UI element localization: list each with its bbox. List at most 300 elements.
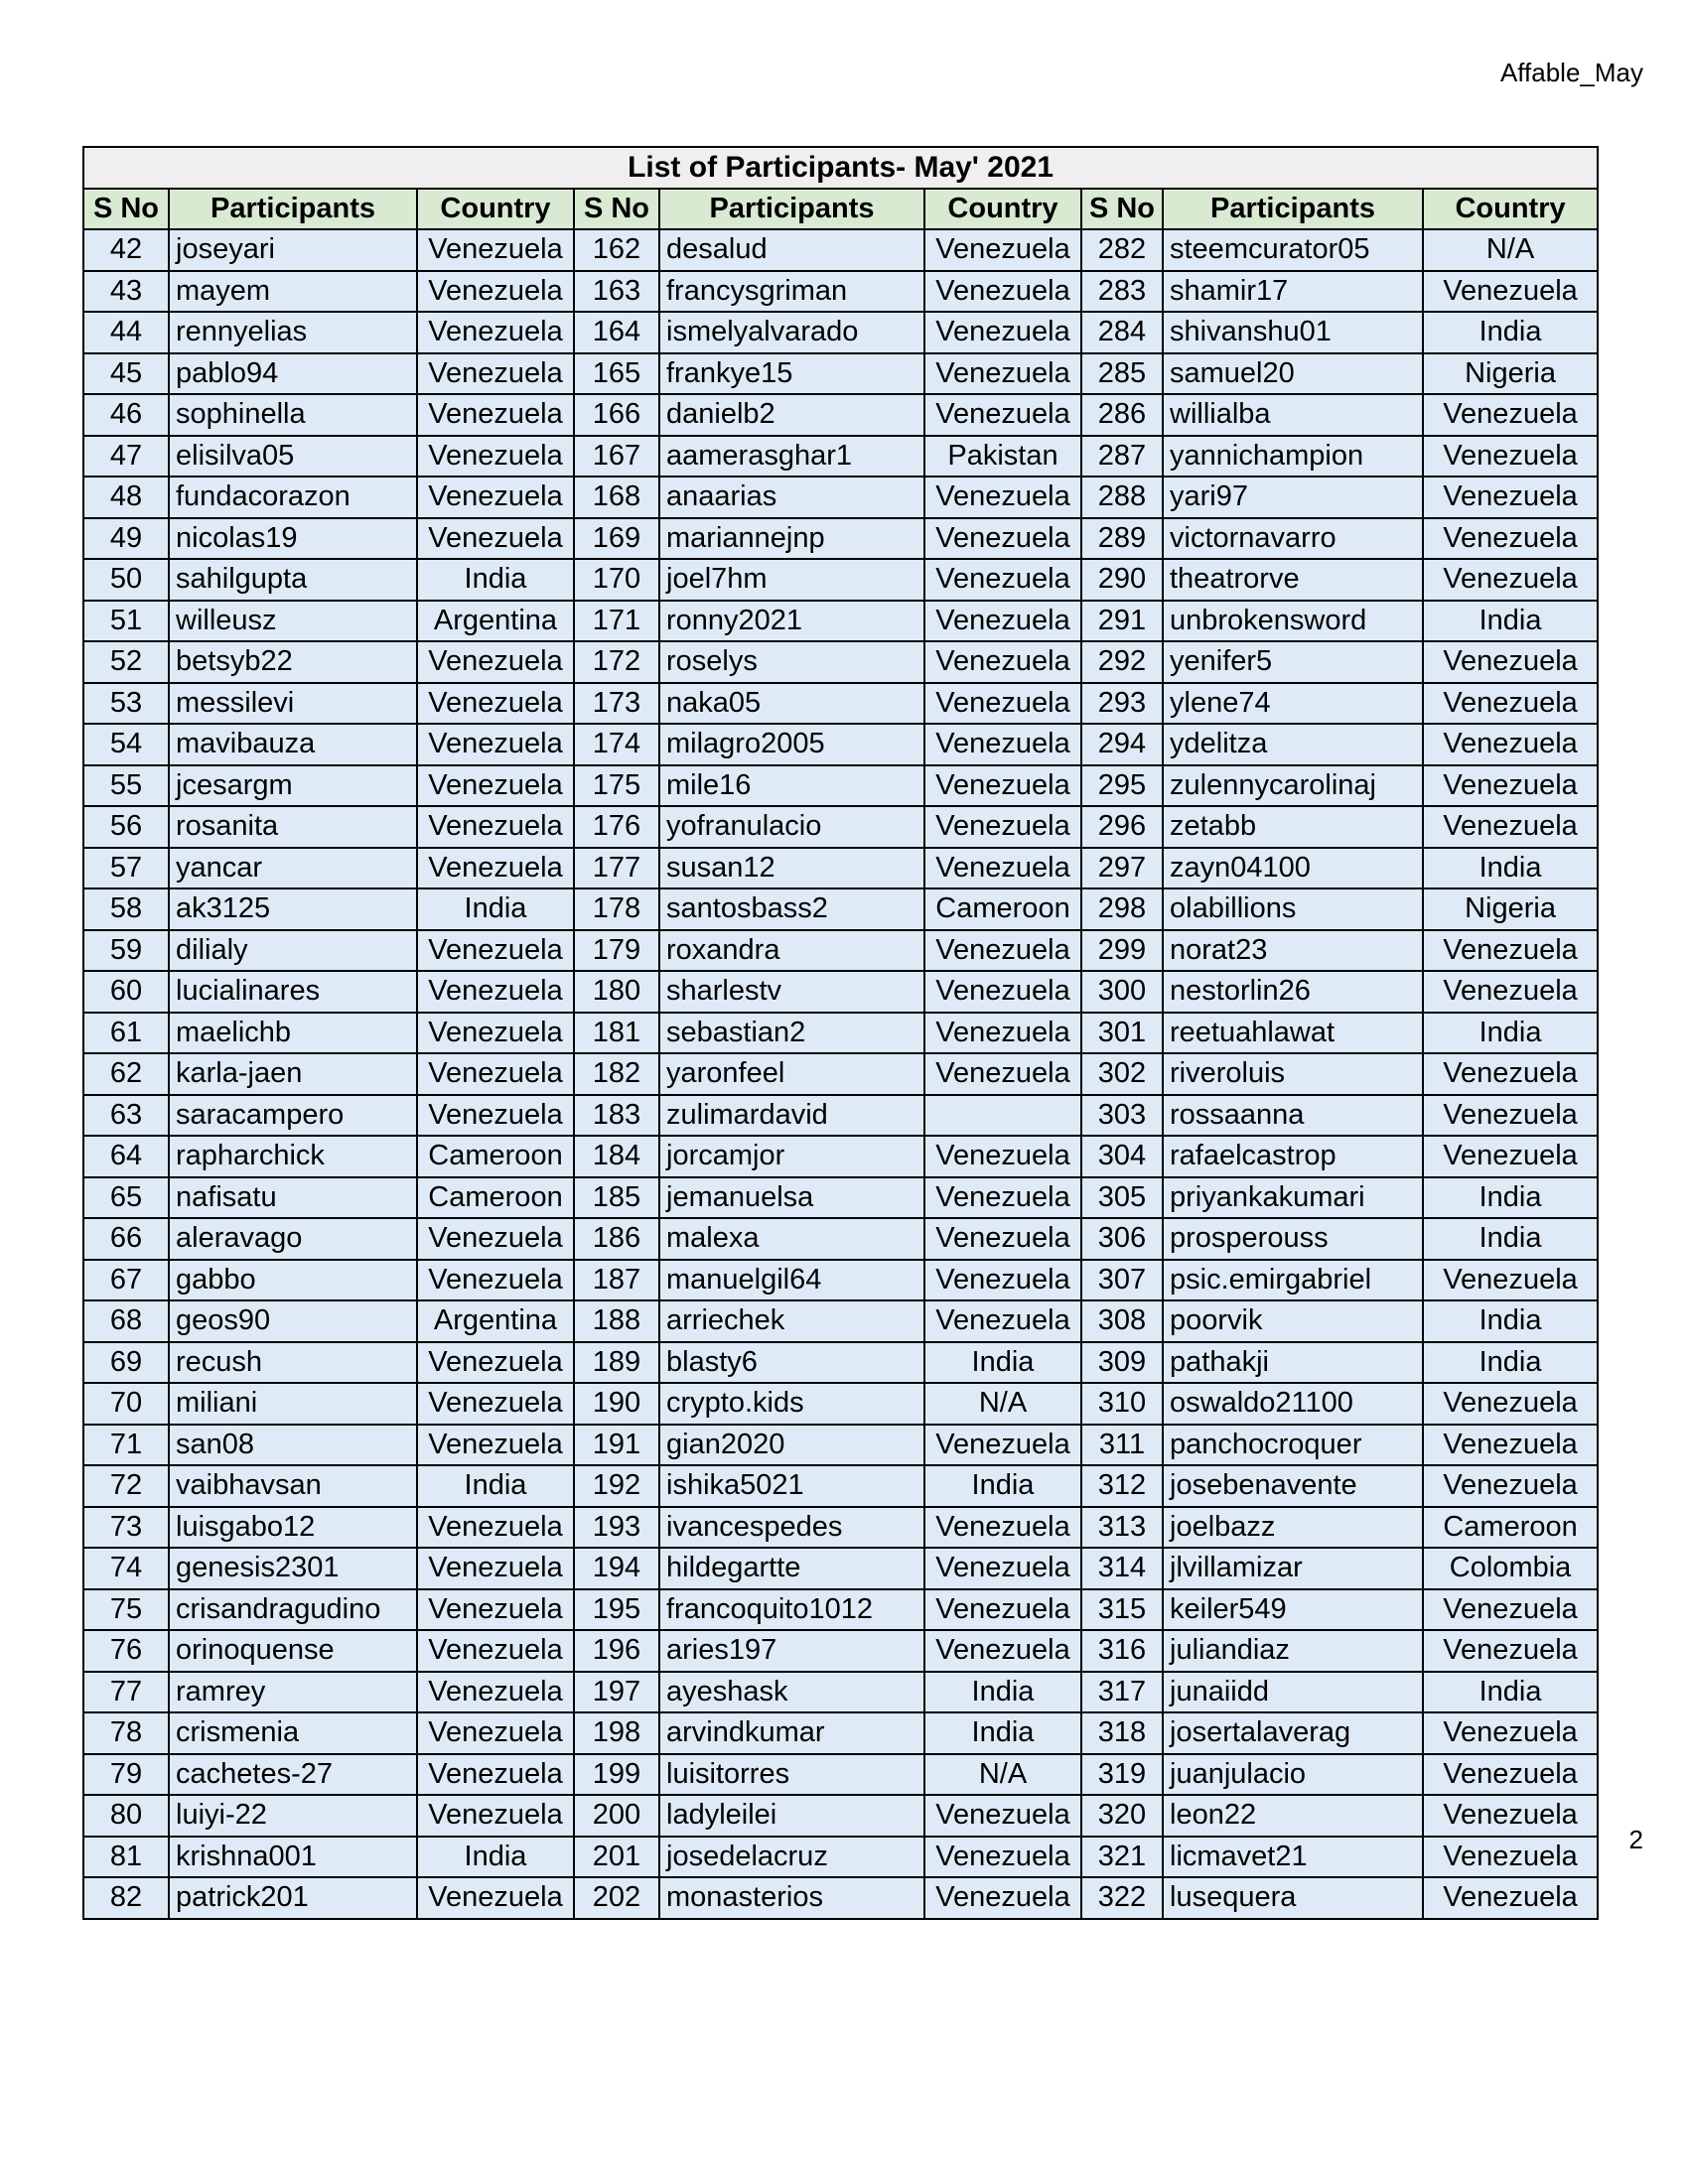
country-cell: Venezuela — [924, 1425, 1081, 1466]
participant-name-cell: san08 — [169, 1425, 417, 1466]
serial-number-cell: 65 — [83, 1177, 169, 1219]
country-cell: Venezuela — [417, 1507, 574, 1549]
country-cell: India — [1423, 1013, 1598, 1054]
participant-name-cell: yari97 — [1163, 477, 1423, 518]
table-row — [83, 1136, 1598, 1177]
header-row — [83, 189, 1598, 230]
country-cell: Venezuela — [924, 848, 1081, 889]
serial-number-cell: 52 — [83, 641, 169, 683]
participant-name-cell: josebenavente — [1163, 1465, 1423, 1507]
country-cell: Venezuela — [924, 724, 1081, 765]
participant-name-cell: jemanuelsa — [659, 1177, 924, 1219]
country-cell: Venezuela — [417, 806, 574, 848]
serial-number-cell: 172 — [574, 641, 659, 683]
serial-number-cell: 313 — [1081, 1507, 1163, 1549]
serial-number-cell: 63 — [83, 1095, 169, 1137]
table-row — [83, 353, 1598, 395]
serial-number-cell: 192 — [574, 1465, 659, 1507]
country-cell: India — [1423, 312, 1598, 353]
table-row — [83, 683, 1598, 725]
serial-number-cell: 285 — [1081, 353, 1163, 395]
serial-number-cell: 187 — [574, 1260, 659, 1301]
participant-name-cell: reetuahlawat — [1163, 1013, 1423, 1054]
serial-number-cell: 72 — [83, 1465, 169, 1507]
table-row — [83, 271, 1598, 313]
country-cell: Venezuela — [417, 1218, 574, 1260]
table-row — [83, 765, 1598, 807]
serial-number-cell: 168 — [574, 477, 659, 518]
participant-name-cell: orinoquense — [169, 1630, 417, 1672]
serial-number-cell: 64 — [83, 1136, 169, 1177]
country-cell: N/A — [924, 1383, 1081, 1425]
country-cell: Venezuela — [417, 477, 574, 518]
participant-name-cell: unbrokensword — [1163, 601, 1423, 642]
country-cell: Nigeria — [1423, 353, 1598, 395]
participant-name-cell: ylene74 — [1163, 683, 1423, 725]
country-cell: Venezuela — [924, 601, 1081, 642]
participant-name-cell: gabbo — [169, 1260, 417, 1301]
country-cell: Venezuela — [417, 1548, 574, 1589]
country-cell: Venezuela — [924, 683, 1081, 725]
serial-number-cell: 45 — [83, 353, 169, 395]
table-row — [83, 229, 1598, 271]
participant-name-cell: aleravago — [169, 1218, 417, 1260]
participant-name-cell: mariannejnp — [659, 518, 924, 560]
serial-number-cell: 312 — [1081, 1465, 1163, 1507]
country-cell: Venezuela — [924, 1630, 1081, 1672]
serial-number-cell: 47 — [83, 436, 169, 478]
serial-number-cell: 55 — [83, 765, 169, 807]
country-cell: Venezuela — [417, 1383, 574, 1425]
participant-name-cell: sebastian2 — [659, 1013, 924, 1054]
country-cell: Venezuela — [1423, 765, 1598, 807]
country-cell: Venezuela — [924, 1877, 1081, 1919]
serial-number-cell: 199 — [574, 1754, 659, 1796]
participant-name-cell: aamerasghar1 — [659, 436, 924, 478]
serial-number-cell: 170 — [574, 559, 659, 601]
participant-name-cell: ramrey — [169, 1672, 417, 1713]
table-row — [83, 1795, 1598, 1837]
serial-number-cell: 167 — [574, 436, 659, 478]
country-cell: Venezuela — [924, 1837, 1081, 1878]
participant-name-cell: arriechek — [659, 1300, 924, 1342]
country-cell: Venezuela — [417, 1672, 574, 1713]
table-row — [83, 971, 1598, 1013]
serial-number-cell: 304 — [1081, 1136, 1163, 1177]
country-cell: Venezuela — [417, 765, 574, 807]
participant-name-cell: oswaldo21100 — [1163, 1383, 1423, 1425]
serial-number-cell: 42 — [83, 229, 169, 271]
table-row — [83, 848, 1598, 889]
participant-name-cell: zayn04100 — [1163, 848, 1423, 889]
serial-number-cell: 178 — [574, 888, 659, 930]
country-cell: Cameroon — [1423, 1507, 1598, 1549]
country-cell: Venezuela — [417, 229, 574, 271]
serial-number-cell: 293 — [1081, 683, 1163, 725]
table-row — [83, 1383, 1598, 1425]
country-cell: Venezuela — [924, 229, 1081, 271]
serial-number-cell: 298 — [1081, 888, 1163, 930]
serial-number-cell: 315 — [1081, 1589, 1163, 1631]
serial-number-cell: 57 — [83, 848, 169, 889]
country-cell: Venezuela — [1423, 806, 1598, 848]
participant-name-cell: joseyari — [169, 229, 417, 271]
serial-number-cell: 318 — [1081, 1712, 1163, 1754]
participant-name-cell: ronny2021 — [659, 601, 924, 642]
country-cell: Venezuela — [417, 971, 574, 1013]
column-header-sno: S No — [574, 189, 659, 230]
country-cell: India — [1423, 1342, 1598, 1384]
serial-number-cell: 190 — [574, 1383, 659, 1425]
serial-number-cell: 311 — [1081, 1425, 1163, 1466]
table-row — [83, 930, 1598, 972]
country-cell: Venezuela — [1423, 1837, 1598, 1878]
country-cell: Venezuela — [924, 641, 1081, 683]
serial-number-cell: 197 — [574, 1672, 659, 1713]
participant-name-cell: rossaanna — [1163, 1095, 1423, 1137]
country-cell: Venezuela — [1423, 1260, 1598, 1301]
table-row — [83, 641, 1598, 683]
country-cell: Pakistan — [924, 436, 1081, 478]
participant-name-cell: messilevi — [169, 683, 417, 725]
participant-name-cell: santosbass2 — [659, 888, 924, 930]
serial-number-cell: 193 — [574, 1507, 659, 1549]
serial-number-cell: 173 — [574, 683, 659, 725]
table-row — [83, 1630, 1598, 1672]
table-row — [83, 1260, 1598, 1301]
serial-number-cell: 70 — [83, 1383, 169, 1425]
participant-name-cell: rapharchick — [169, 1136, 417, 1177]
serial-number-cell: 169 — [574, 518, 659, 560]
serial-number-cell: 162 — [574, 229, 659, 271]
participant-name-cell: roxandra — [659, 930, 924, 972]
participant-name-cell: zetabb — [1163, 806, 1423, 848]
country-cell: Venezuela — [417, 1342, 574, 1384]
country-cell: Venezuela — [924, 1136, 1081, 1177]
column-header-country: Country — [1423, 189, 1598, 230]
serial-number-cell: 202 — [574, 1877, 659, 1919]
participant-name-cell: roselys — [659, 641, 924, 683]
serial-number-cell: 175 — [574, 765, 659, 807]
country-cell: Venezuela — [417, 436, 574, 478]
country-cell: Venezuela — [417, 1877, 574, 1919]
participant-name-cell: joelbazz — [1163, 1507, 1423, 1549]
column-header-sno: S No — [83, 189, 169, 230]
table-row — [83, 1053, 1598, 1095]
country-cell: Venezuela — [924, 930, 1081, 972]
participant-name-cell: danielb2 — [659, 394, 924, 436]
participant-name-cell: ayeshask — [659, 1672, 924, 1713]
participant-name-cell: manuelgil64 — [659, 1260, 924, 1301]
country-cell: Venezuela — [417, 1589, 574, 1631]
serial-number-cell: 294 — [1081, 724, 1163, 765]
participant-name-cell: luisitorres — [659, 1754, 924, 1796]
serial-number-cell: 310 — [1081, 1383, 1163, 1425]
country-cell: India — [1423, 848, 1598, 889]
table-row — [83, 1465, 1598, 1507]
country-cell: India — [417, 1837, 574, 1878]
serial-number-cell: 44 — [83, 312, 169, 353]
participant-name-cell: ak3125 — [169, 888, 417, 930]
participant-name-cell: anaarias — [659, 477, 924, 518]
participant-name-cell: frankye15 — [659, 353, 924, 395]
participant-name-cell: karla-jaen — [169, 1053, 417, 1095]
country-cell: Venezuela — [1423, 930, 1598, 972]
table-row — [83, 806, 1598, 848]
serial-number-cell: 182 — [574, 1053, 659, 1095]
participant-name-cell: patrick201 — [169, 1877, 417, 1919]
participant-name-cell: shamir17 — [1163, 271, 1423, 313]
participant-name-cell: victornavarro — [1163, 518, 1423, 560]
country-cell: Venezuela — [1423, 641, 1598, 683]
serial-number-cell: 165 — [574, 353, 659, 395]
participant-name-cell: juliandiaz — [1163, 1630, 1423, 1672]
serial-number-cell: 53 — [83, 683, 169, 725]
participant-name-cell: rafaelcastrop — [1163, 1136, 1423, 1177]
country-cell: Venezuela — [924, 477, 1081, 518]
participant-name-cell: poorvik — [1163, 1300, 1423, 1342]
participant-name-cell: ladyleilei — [659, 1795, 924, 1837]
serial-number-cell: 67 — [83, 1260, 169, 1301]
participant-name-cell: zulennycarolinaj — [1163, 765, 1423, 807]
country-cell: Venezuela — [417, 683, 574, 725]
serial-number-cell: 81 — [83, 1837, 169, 1878]
table-row — [83, 394, 1598, 436]
country-cell: Venezuela — [1423, 1425, 1598, 1466]
country-cell: Venezuela — [417, 312, 574, 353]
participant-name-cell: mavibauza — [169, 724, 417, 765]
participant-name-cell: jcesargm — [169, 765, 417, 807]
participant-name-cell: rennyelias — [169, 312, 417, 353]
participant-name-cell: saracampero — [169, 1095, 417, 1137]
country-cell: India — [1423, 601, 1598, 642]
participant-name-cell: francysgriman — [659, 271, 924, 313]
country-cell: Venezuela — [417, 1630, 574, 1672]
table-row — [83, 1548, 1598, 1589]
country-cell: Venezuela — [924, 1300, 1081, 1342]
country-cell: India — [1423, 1177, 1598, 1219]
country-cell: Argentina — [417, 601, 574, 642]
participant-name-cell: elisilva05 — [169, 436, 417, 478]
participant-name-cell: lucialinares — [169, 971, 417, 1013]
participant-name-cell: mayem — [169, 271, 417, 313]
participant-name-cell: sophinella — [169, 394, 417, 436]
serial-number-cell: 302 — [1081, 1053, 1163, 1095]
country-cell: Venezuela — [924, 806, 1081, 848]
serial-number-cell: 62 — [83, 1053, 169, 1095]
serial-number-cell: 74 — [83, 1548, 169, 1589]
serial-number-cell: 308 — [1081, 1300, 1163, 1342]
table-row — [83, 518, 1598, 560]
serial-number-cell: 314 — [1081, 1548, 1163, 1589]
participant-name-cell: betsyb22 — [169, 641, 417, 683]
country-cell: Venezuela — [417, 353, 574, 395]
country-cell: Venezuela — [417, 724, 574, 765]
country-cell: Venezuela — [1423, 394, 1598, 436]
serial-number-cell: 306 — [1081, 1218, 1163, 1260]
table-row — [83, 1589, 1598, 1631]
country-cell: India — [417, 559, 574, 601]
serial-number-cell: 305 — [1081, 1177, 1163, 1219]
participant-name-cell: jlvillamizar — [1163, 1548, 1423, 1589]
serial-number-cell: 189 — [574, 1342, 659, 1384]
participant-name-cell: miliani — [169, 1383, 417, 1425]
country-cell: Venezuela — [924, 559, 1081, 601]
country-cell: India — [417, 1465, 574, 1507]
serial-number-cell: 49 — [83, 518, 169, 560]
serial-number-cell: 43 — [83, 271, 169, 313]
serial-number-cell: 180 — [574, 971, 659, 1013]
serial-number-cell: 282 — [1081, 229, 1163, 271]
participant-name-cell: crismenia — [169, 1712, 417, 1754]
participant-name-cell: prosperouss — [1163, 1218, 1423, 1260]
participant-name-cell: krishna001 — [169, 1837, 417, 1878]
serial-number-cell: 77 — [83, 1672, 169, 1713]
table-row — [83, 724, 1598, 765]
participant-name-cell: jorcamjor — [659, 1136, 924, 1177]
serial-number-cell: 179 — [574, 930, 659, 972]
country-cell: India — [924, 1465, 1081, 1507]
serial-number-cell: 198 — [574, 1712, 659, 1754]
serial-number-cell: 56 — [83, 806, 169, 848]
serial-number-cell: 185 — [574, 1177, 659, 1219]
participant-name-cell: crypto.kids — [659, 1383, 924, 1425]
participant-name-cell: susan12 — [659, 848, 924, 889]
country-cell: India — [1423, 1300, 1598, 1342]
participant-name-cell: desalud — [659, 229, 924, 271]
participant-name-cell: francoquito1012 — [659, 1589, 924, 1631]
participant-name-cell: juanjulacio — [1163, 1754, 1423, 1796]
serial-number-cell: 176 — [574, 806, 659, 848]
table-row — [83, 888, 1598, 930]
country-cell — [924, 1095, 1081, 1137]
participant-name-cell: norat23 — [1163, 930, 1423, 972]
country-cell: Venezuela — [417, 1053, 574, 1095]
serial-number-cell: 290 — [1081, 559, 1163, 601]
serial-number-cell: 73 — [83, 1507, 169, 1549]
country-cell: Venezuela — [417, 1013, 574, 1054]
participant-name-cell: willialba — [1163, 394, 1423, 436]
participant-name-cell: pathakji — [1163, 1342, 1423, 1384]
serial-number-cell: 201 — [574, 1837, 659, 1878]
table-row — [83, 1342, 1598, 1384]
participant-name-cell: sahilgupta — [169, 559, 417, 601]
participant-name-cell: lusequera — [1163, 1877, 1423, 1919]
participant-name-cell: licmavet21 — [1163, 1837, 1423, 1878]
serial-number-cell: 283 — [1081, 271, 1163, 313]
participant-name-cell: yaronfeel — [659, 1053, 924, 1095]
participant-name-cell: olabillions — [1163, 888, 1423, 930]
participant-name-cell: theatrorve — [1163, 559, 1423, 601]
column-header-participants: Participants — [169, 189, 417, 230]
serial-number-cell: 303 — [1081, 1095, 1163, 1137]
serial-number-cell: 164 — [574, 312, 659, 353]
country-cell: Venezuela — [1423, 477, 1598, 518]
serial-number-cell: 296 — [1081, 806, 1163, 848]
table-row — [83, 601, 1598, 642]
header-label: Affable_May — [1499, 58, 1643, 87]
column-header-participants: Participants — [659, 189, 924, 230]
serial-number-cell: 78 — [83, 1712, 169, 1754]
participant-name-cell: luisgabo12 — [169, 1507, 417, 1549]
country-cell: Venezuela — [1423, 1095, 1598, 1137]
country-cell: Cameroon — [417, 1177, 574, 1219]
serial-number-cell: 291 — [1081, 601, 1163, 642]
table-row — [83, 1177, 1598, 1219]
participant-name-cell: willeusz — [169, 601, 417, 642]
serial-number-cell: 82 — [83, 1877, 169, 1919]
serial-number-cell: 66 — [83, 1218, 169, 1260]
serial-number-cell: 61 — [83, 1013, 169, 1054]
participant-name-cell: yancar — [169, 848, 417, 889]
serial-number-cell: 186 — [574, 1218, 659, 1260]
country-cell: Venezuela — [1423, 1630, 1598, 1672]
serial-number-cell: 195 — [574, 1589, 659, 1631]
table-body — [83, 229, 1598, 1919]
participant-name-cell: nafisatu — [169, 1177, 417, 1219]
table-row — [83, 1754, 1598, 1796]
country-cell: Venezuela — [924, 394, 1081, 436]
table-row — [83, 1095, 1598, 1137]
country-cell: N/A — [924, 1754, 1081, 1796]
country-cell: Venezuela — [417, 1260, 574, 1301]
serial-number-cell: 300 — [1081, 971, 1163, 1013]
table-row — [83, 1712, 1598, 1754]
participant-name-cell: zulimardavid — [659, 1095, 924, 1137]
country-cell: India — [1423, 1218, 1598, 1260]
country-cell: Venezuela — [924, 1218, 1081, 1260]
country-cell: Venezuela — [417, 1095, 574, 1137]
participant-name-cell: riveroluis — [1163, 1053, 1423, 1095]
participant-name-cell: joel7hm — [659, 559, 924, 601]
participant-name-cell: rosanita — [169, 806, 417, 848]
serial-number-cell: 174 — [574, 724, 659, 765]
country-cell: India — [1423, 1672, 1598, 1713]
serial-number-cell: 188 — [574, 1300, 659, 1342]
participant-name-cell: luiyi-22 — [169, 1795, 417, 1837]
country-cell: Venezuela — [924, 1053, 1081, 1095]
participant-name-cell: crisandragudino — [169, 1589, 417, 1631]
country-cell: Venezuela — [924, 353, 1081, 395]
title-row — [83, 147, 1598, 189]
participant-name-cell: yannichampion — [1163, 436, 1423, 478]
participant-name-cell: panchocroquer — [1163, 1425, 1423, 1466]
participant-name-cell: josertalaverag — [1163, 1712, 1423, 1754]
participant-name-cell: priyankakumari — [1163, 1177, 1423, 1219]
participant-name-cell: fundacorazon — [169, 477, 417, 518]
serial-number-cell: 301 — [1081, 1013, 1163, 1054]
serial-number-cell: 75 — [83, 1589, 169, 1631]
country-cell: Venezuela — [1423, 518, 1598, 560]
participant-name-cell: cachetes-27 — [169, 1754, 417, 1796]
table-row — [83, 1425, 1598, 1466]
country-cell: Venezuela — [924, 518, 1081, 560]
serial-number-cell: 76 — [83, 1630, 169, 1672]
table-row — [83, 312, 1598, 353]
serial-number-cell: 200 — [574, 1795, 659, 1837]
participant-name-cell: blasty6 — [659, 1342, 924, 1384]
country-cell: Venezuela — [1423, 1383, 1598, 1425]
country-cell: Venezuela — [1423, 1712, 1598, 1754]
country-cell: India — [924, 1342, 1081, 1384]
country-cell: Colombia — [1423, 1548, 1598, 1589]
table-row — [83, 1672, 1598, 1713]
country-cell: Venezuela — [417, 848, 574, 889]
participant-name-cell: vaibhavsan — [169, 1465, 417, 1507]
country-cell: Venezuela — [924, 1260, 1081, 1301]
serial-number-cell: 183 — [574, 1095, 659, 1137]
participant-name-cell: yofranulacio — [659, 806, 924, 848]
